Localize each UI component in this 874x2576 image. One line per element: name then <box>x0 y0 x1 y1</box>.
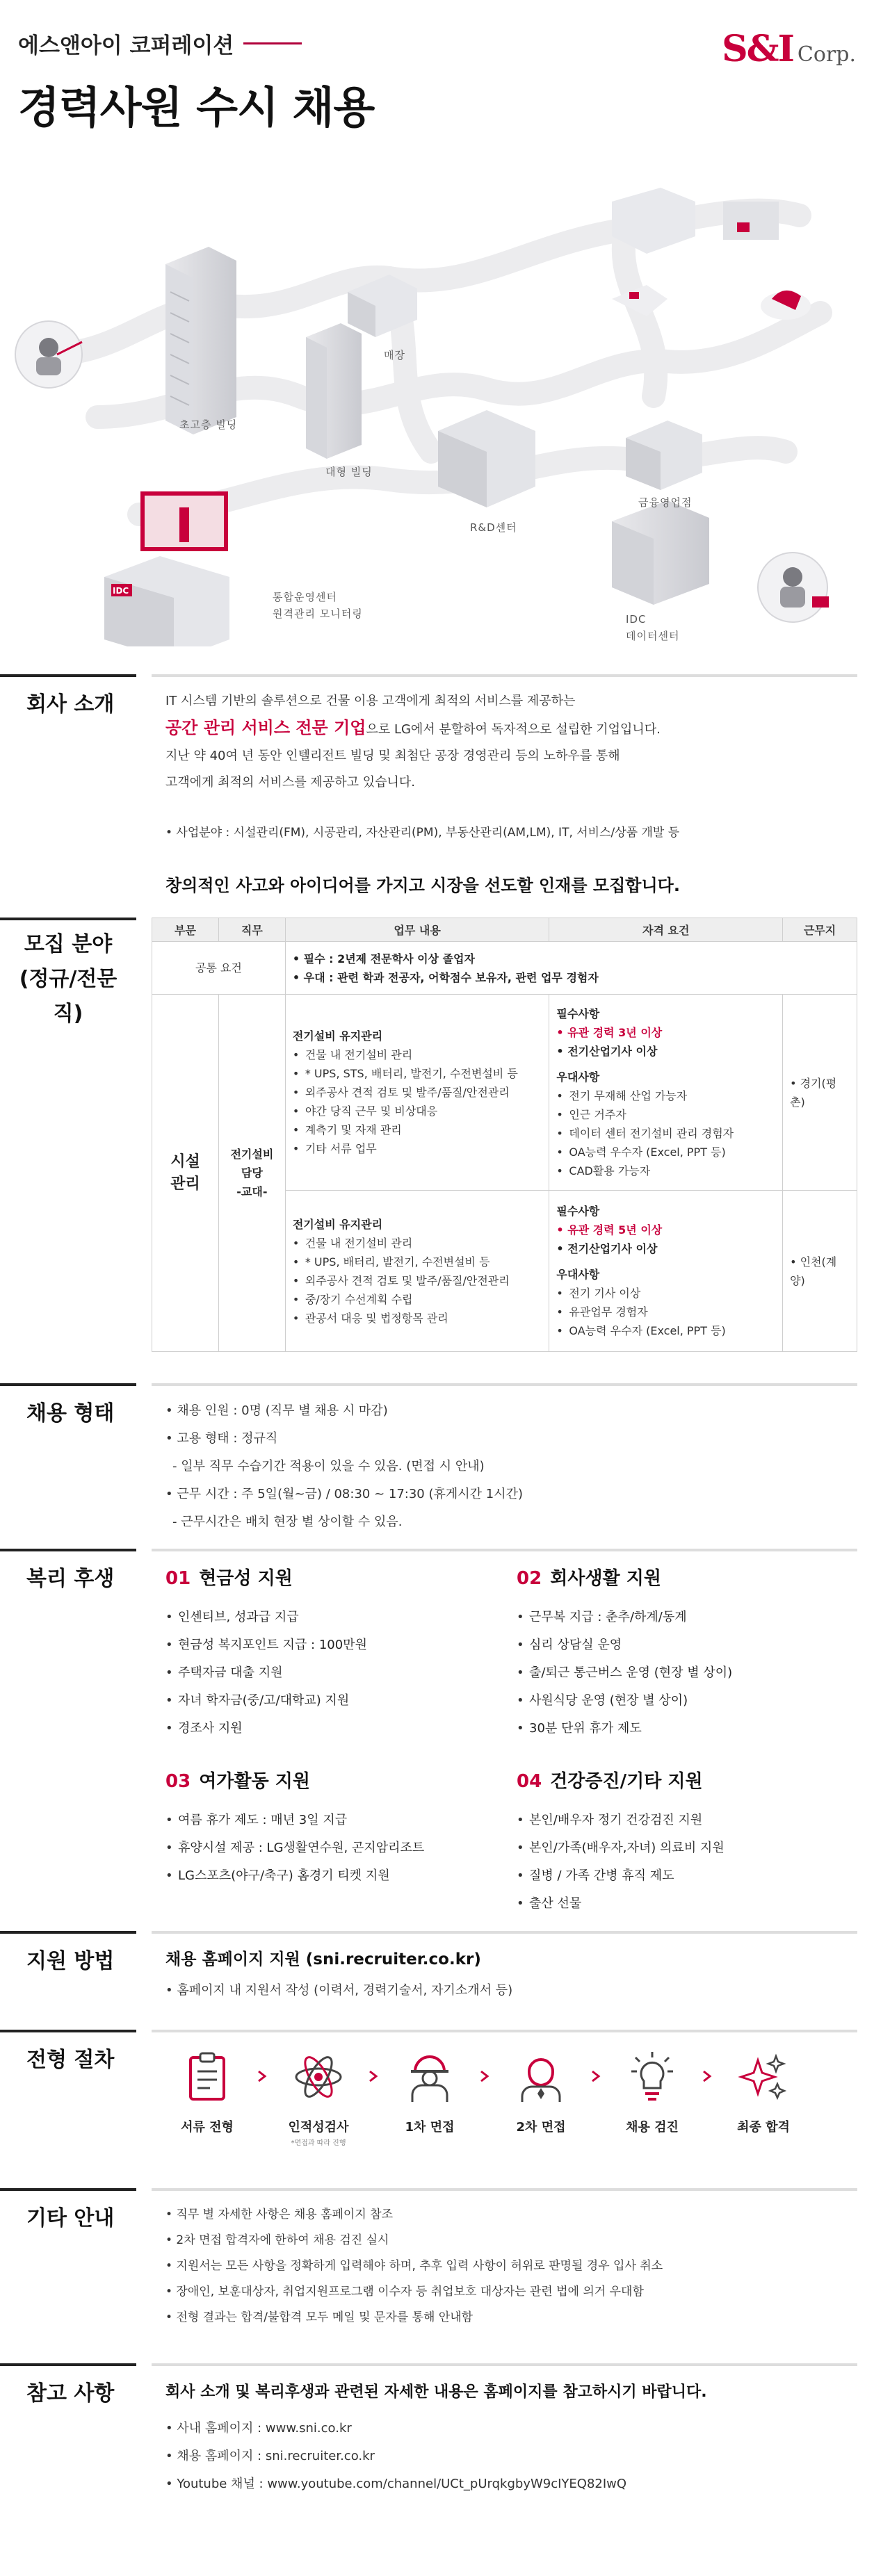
recruit-table <box>152 918 857 1352</box>
step-label: 서류 전형 <box>181 2120 234 2135</box>
list-item: • 출산 선물 <box>517 1890 850 1918</box>
section-employment-type <box>0 1383 874 1536</box>
label-finance-branch: 금융영업점 <box>638 496 693 509</box>
idc-sign-text: IDC <box>113 586 129 596</box>
engineer-icon <box>402 2049 458 2105</box>
step-label: 채용 검진 <box>626 2120 679 2135</box>
employment-item: • 채용 인원 : 0명 (직무 별 채용 시 마감) <box>165 1403 388 1418</box>
welfare-list <box>165 1604 499 1743</box>
welfare-number: 03 <box>165 1771 191 1792</box>
required-experience-text: 유관 경력 3년 이상 <box>567 1026 663 1039</box>
required-experience: • 유관 경력 3년 이상 <box>556 1026 663 1039</box>
label-remote-monitoring: 원격관리 모니터링 <box>273 608 363 620</box>
division-cell: 시설 관리 <box>152 995 219 1352</box>
misc-item: • 장애인, 보훈대상자, 취업지원프로그램 이수자 등 취업보호 대상자는 관련 법에 의거 우대함 <box>165 2285 644 2299</box>
city-network-graphic <box>0 188 874 646</box>
list-item: • CAD활용 가능자 <box>556 1161 775 1180</box>
list-item: • LG스포츠(야구/축구) 홈경기 티켓 지원 <box>165 1862 499 1890</box>
logo-mark: S&I <box>722 28 793 70</box>
list-item: • OA능력 우수자 (Excel, PPT 등) <box>556 1143 775 1161</box>
location-cell: • 인천(계양) <box>783 1191 857 1352</box>
required-license-text: 전기산업기사 이상 <box>567 1242 658 1255</box>
section-title: 복리 후생 <box>26 1567 115 1591</box>
preferred-list <box>556 1086 775 1180</box>
section-title: 지원 방법 <box>26 1949 115 1973</box>
section-title: 채용 형태 <box>26 1401 115 1426</box>
employment-item: • 근무 시간 : 주 5일(월~금) / 08:30 ~ 17:30 (휴게시간 1시간) <box>165 1487 524 1501</box>
list-item: • 심리 상담실 운영 <box>517 1631 850 1659</box>
welfare-block-leisure <box>165 1767 499 1890</box>
company-name: 에스앤아이 코퍼레이션 <box>18 33 234 58</box>
job-cell: 전기설비 담당 -교대- <box>218 995 285 1352</box>
chevron-right-icon <box>478 2070 491 2082</box>
required-experience-text: 유관 경력 5년 이상 <box>567 1223 663 1237</box>
sparkle-icon <box>736 2049 791 2105</box>
required-experience: • 유관 경력 5년 이상 <box>556 1223 663 1237</box>
label-operation-center: 통합운영센터 <box>273 591 337 603</box>
chevron-right-icon <box>367 2070 380 2082</box>
logo-corp: Corp. <box>797 42 856 67</box>
intro-slogan: 창의적인 사고와 아이디어를 가지고 시장을 선도할 인재를 모집합니다. <box>165 876 680 895</box>
intro-line-4: 고객에게 최적의 서비스를 제공하고 있습니다. <box>165 775 415 790</box>
preferred-label: 우대사항 <box>556 1268 600 1281</box>
section-rule <box>0 2188 136 2191</box>
common-preferred: • 우대 : 관련 학과 전공자, 어학점수 보유자, 관련 업무 경험자 <box>292 970 599 984</box>
atom-icon <box>291 2049 346 2105</box>
label-idc: IDC <box>626 613 647 626</box>
section-rule <box>0 674 136 677</box>
welfare-heading-text: 여가활동 지원 <box>199 1771 310 1792</box>
welfare-block-company-life <box>517 1564 850 1743</box>
location-text: 경기(평촌) <box>790 1076 837 1109</box>
duty-sub-note: * UPS, STS, 배터리, 발전기, 수전변설비 등 <box>305 1067 518 1080</box>
welfare-heading-text: 현금성 지원 <box>199 1568 293 1589</box>
business-area: • 사업분야 : 시설관리(FM), 시공관리, 자산관리(PM), 부동산관리(AM,LM), IT, 서비스/상품 개발 등 <box>165 826 680 840</box>
section-rule-gray <box>152 1549 857 1551</box>
list-item: • 전기 무재해 산업 가능자 <box>556 1086 775 1105</box>
section-rule <box>0 918 136 920</box>
welfare-number: 04 <box>517 1771 542 1792</box>
employment-item: - 일부 직무 수습기간 적용이 있을 수 있음. (면접 시 안내) <box>172 1459 485 1474</box>
list-item: • 여름 휴가 제도 : 매년 3일 지급 <box>165 1807 499 1834</box>
intro-line-2-rest: 으로 LG에서 분할하여 독자적으로 설립한 기업입니다. <box>366 722 661 737</box>
list-item: • 경조사 지원 <box>165 1715 499 1743</box>
process-step <box>165 2049 249 2135</box>
section-rule <box>0 1383 136 1386</box>
reference-item: • 사내 홈페이지 : www.sni.co.kr <box>165 2421 352 2436</box>
list-item: • 기타 서류 업무 <box>293 1139 542 1158</box>
misc-item: • 지원서는 모든 사항을 정확하게 입력해야 하며, 추후 입력 사항이 허위로 판명될 경우 입사 취소 <box>165 2259 663 2273</box>
section-reference <box>0 2363 874 2516</box>
process-step <box>610 2049 694 2135</box>
list-item: • 인근 거주자 <box>556 1105 775 1124</box>
chevron-right-icon <box>256 2070 268 2082</box>
step-label: 2차 면접 <box>516 2120 566 2135</box>
list-item: • 계측기 및 자재 관리 <box>293 1120 542 1139</box>
list-item: • 본인/배우자 정기 건강검진 지원 <box>517 1807 850 1834</box>
process-steps <box>165 2049 857 2153</box>
buildings-illustration <box>0 188 874 646</box>
step-label: 인적성검사 <box>288 2120 349 2135</box>
section-rule-gray <box>152 1931 857 1934</box>
title-accent-rule <box>243 42 302 44</box>
list-item: • 전기 기사 이상 <box>556 1284 775 1303</box>
list-item: • 건물 내 전기설비 관리 <box>293 1234 542 1253</box>
list-item: • 유관업무 경험자 <box>556 1303 775 1321</box>
section-selection-process <box>0 2030 874 2176</box>
duty-title: 전기설비 유지관리 <box>292 1217 383 1231</box>
list-item <box>293 1253 542 1271</box>
interviewer-icon <box>513 2049 569 2105</box>
section-title-line-2: (정규/전문직) <box>19 967 118 1026</box>
reference-body <box>165 2377 857 2498</box>
list-item: • 근무복 지급 : 춘추/하계/동계 <box>517 1604 850 1631</box>
employment-item: • 고용 형태 : 정규직 <box>165 1431 278 1446</box>
requirements-cell <box>549 1191 783 1352</box>
preferred-label: 우대사항 <box>556 1070 600 1084</box>
preferred-list <box>556 1284 775 1340</box>
list-item: • OA능력 우수자 (Excel, PPT 등) <box>556 1321 775 1340</box>
required-license: • 전기산업기사 이상 <box>556 1242 658 1255</box>
common-requirements <box>285 942 857 995</box>
poster-header <box>18 28 856 135</box>
welfare-list <box>165 1807 499 1890</box>
section-how-to-apply <box>0 1931 874 2014</box>
process-step <box>388 2049 471 2135</box>
common-required: • 필수 : 2년제 전문학사 이상 졸업자 <box>292 952 475 965</box>
process-step <box>277 2049 360 2147</box>
section-title: 회사 소개 <box>26 692 115 717</box>
apply-body <box>165 1945 857 2003</box>
section-rule-gray <box>152 674 857 677</box>
section-rule-gray <box>152 2363 857 2366</box>
chevron-right-icon <box>701 2070 713 2082</box>
common-preferred-label: 우대 : <box>303 970 338 984</box>
intro-line-2 <box>165 715 857 743</box>
apply-item: • 홈페이지 내 지원서 작성 (이력서, 경력기술서, 자기소개서 등) <box>165 1983 513 1998</box>
common-required-label: 필수 : <box>303 952 338 965</box>
list-item: • 인센티브, 성과급 지급 <box>165 1604 499 1631</box>
common-requirements-row <box>152 942 857 995</box>
list-item: • 30분 단위 휴가 제도 <box>517 1715 850 1743</box>
apply-headline: 채용 홈페이지 지원 (sni.recruiter.co.kr) <box>165 1950 481 1968</box>
section-rule <box>0 2030 136 2032</box>
misc-item: • 2차 면접 합격자에 한하여 채용 검진 실시 <box>165 2233 389 2247</box>
list-item: • 출/퇴근 통근버스 운영 (현장 별 상이) <box>517 1659 850 1687</box>
duties-cell <box>285 995 549 1191</box>
welfare-heading <box>165 1767 499 1793</box>
list-item: • 자녀 학자금(중/고/대학교) 지원 <box>165 1687 499 1715</box>
reference-item: • 채용 홈페이지 : sni.recruiter.co.kr <box>165 2449 375 2463</box>
list-item: • 사원식당 운영 (현장 별 상이) <box>517 1687 850 1715</box>
process-step <box>722 2049 805 2135</box>
document-icon <box>179 2049 235 2105</box>
location-text: 인천(계양) <box>790 1255 837 1287</box>
list-item: • 본인/가족(배우자,자녀) 의료비 지원 <box>517 1834 850 1862</box>
intro-line-3: 지난 약 40여 년 동안 인텔리전트 빌딩 및 최첨단 공장 경영관리 등의 노하우를 통해 <box>165 749 620 763</box>
step-label: 최종 합격 <box>737 2120 790 2135</box>
section-rule <box>0 1549 136 1551</box>
duty-list <box>293 1045 542 1158</box>
misc-item: • 전형 결과는 합격/불합격 모두 메일 및 문자를 통해 안내함 <box>165 2310 474 2324</box>
list-item: • 현금성 복지포인트 지급 : 100만원 <box>165 1631 499 1659</box>
section-title: 전형 절차 <box>26 2048 115 2072</box>
label-skyscraper: 초고층 빌딩 <box>179 418 238 431</box>
section-rule <box>0 1931 136 1934</box>
list-item: • 질병 / 가족 간병 휴직 제도 <box>517 1862 850 1890</box>
list-item: • 외주공사 견적 검토 및 발주/품질/안전관리 <box>293 1271 542 1290</box>
table-row <box>152 995 857 1191</box>
chevron-right-icon <box>590 2070 602 2082</box>
duty-title: 전기설비 유지관리 <box>292 1029 383 1043</box>
intro-body <box>165 688 857 899</box>
misc-body <box>165 2202 857 2331</box>
required-license-text: 전기산업기사 이상 <box>567 1045 658 1058</box>
welfare-number: 01 <box>165 1568 191 1589</box>
col-header-location: 근무지 <box>783 918 857 942</box>
col-header-requirements: 자격 요건 <box>549 918 783 942</box>
section-rule-gray <box>152 2030 857 2032</box>
section-other-info <box>0 2188 874 2355</box>
required-license: • 전기산업기사 이상 <box>556 1045 658 1058</box>
section-rule <box>0 2363 136 2366</box>
welfare-heading <box>165 1564 499 1590</box>
section-rule-gray <box>152 1383 857 1386</box>
list-item: • 중/장기 수선계획 수립 <box>293 1290 542 1309</box>
label-large-building: 대형 빌딩 <box>325 466 373 478</box>
company-logo <box>722 28 856 70</box>
duty-list <box>293 1234 542 1328</box>
section-title-line-1: 모집 분야 <box>24 932 113 956</box>
label-data-center: 데이터센터 <box>626 630 680 642</box>
welfare-heading <box>517 1767 850 1793</box>
process-step <box>499 2049 583 2135</box>
section-company-intro <box>0 674 874 904</box>
welfare-number: 02 <box>517 1568 542 1589</box>
step-note: *면접과 따라 진행 <box>291 2139 346 2147</box>
duty-sub-note: * UPS, 배터리, 발전기, 수전변설비 등 <box>305 1255 490 1269</box>
location-cell: • 경기(평촌) <box>783 995 857 1191</box>
section-welfare <box>0 1549 874 1917</box>
reference-headline: 회사 소개 및 복리후생과 관련된 자세한 내용은 홈페이지를 참고하시기 바랍니다. <box>165 2383 707 2401</box>
list-item: • 관공서 대응 및 법정항목 관리 <box>293 1309 542 1328</box>
col-header-division: 부문 <box>152 918 219 942</box>
section-rule-gray <box>152 2188 857 2191</box>
reference-item: • Youtube 채널 : www.youtube.com/channel/UCt_pUrqkgbyW9cIYEQ82IwQ <box>165 2477 627 2491</box>
requirements-cell <box>549 995 783 1191</box>
employment-body <box>165 1397 857 1536</box>
employment-item: - 근무시간은 배치 현장 별 상이할 수 있음. <box>172 1515 403 1529</box>
label-rnd-center: R&D센터 <box>470 521 517 534</box>
recruit-table-wrap <box>152 918 857 1352</box>
welfare-block-cash <box>165 1564 499 1743</box>
section-title: 참고 사항 <box>26 2381 115 2406</box>
welfare-list <box>517 1604 850 1743</box>
welfare-heading <box>517 1564 850 1590</box>
list-item: • 건물 내 전기설비 관리 <box>293 1045 542 1064</box>
lightbulb-icon <box>624 2049 680 2105</box>
required-label: 필수사항 <box>556 1205 600 1218</box>
col-header-job: 직무 <box>218 918 285 942</box>
section-title <box>8 927 128 1032</box>
list-item <box>293 1064 542 1083</box>
intro-line-1: IT 시스템 기반의 솔루션으로 건물 이용 고객에게 최적의 서비스를 제공하는 <box>165 694 576 708</box>
duties-cell <box>285 1191 549 1352</box>
common-required-text: 2년제 전문학사 이상 졸업자 <box>337 952 475 965</box>
list-item: • 데이터 센터 전기설비 관리 경험자 <box>556 1124 775 1143</box>
list-item: • 휴양시설 제공 : LG생활연수원, 곤지암리조트 <box>165 1834 499 1862</box>
page-title: 경력사원 수시 채용 <box>18 82 375 133</box>
label-store: 매장 <box>384 349 405 361</box>
list-item: • 외주공사 견적 검토 및 발주/품질/안전관리 <box>293 1083 542 1102</box>
required-label: 필수사항 <box>556 1007 600 1020</box>
welfare-heading-text: 회사생활 지원 <box>550 1568 661 1589</box>
section-recruit-fields <box>0 918 874 1369</box>
table-header-row <box>152 918 857 942</box>
welfare-list <box>517 1807 850 1918</box>
intro-lead: 공간 관리 서비스 전문 기업 <box>165 718 366 737</box>
section-title: 기타 안내 <box>26 2206 115 2231</box>
welfare-heading-text: 건강증진/기타 지원 <box>550 1771 703 1792</box>
welfare-block-health <box>517 1767 850 1918</box>
common-label: 공통 요건 <box>152 942 286 995</box>
list-item: • 야간 당직 근무 및 비상대응 <box>293 1102 542 1120</box>
col-header-duties: 업무 내용 <box>285 918 549 942</box>
common-preferred-text: 관련 학과 전공자, 어학점수 보유자, 관련 업무 경험자 <box>337 970 599 984</box>
list-item: • 주택자금 대출 지원 <box>165 1659 499 1687</box>
misc-item: • 직무 별 자세한 사항은 채용 홈페이지 참조 <box>165 2208 394 2222</box>
step-label: 1차 면접 <box>405 2120 455 2135</box>
